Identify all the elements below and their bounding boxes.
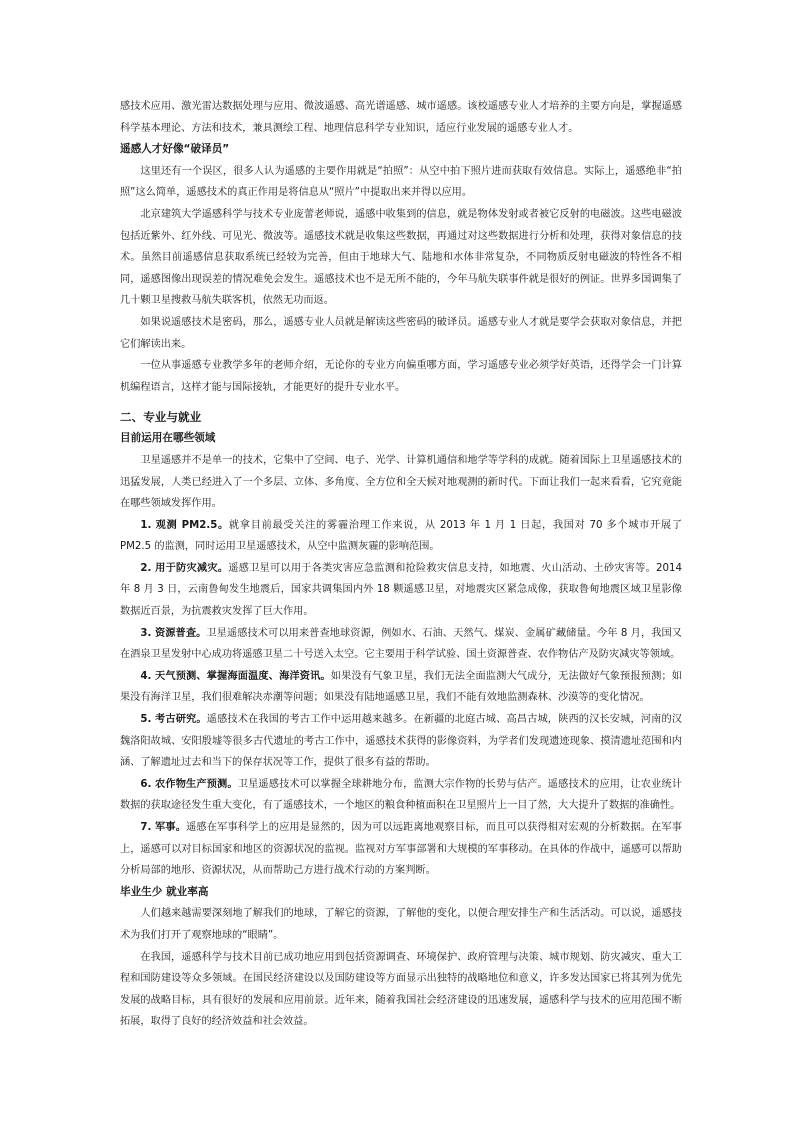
heading-fields: 目前运用在哪些领域 [120, 432, 216, 445]
paragraph-advice: 一位从事遥感专业教学多年的老师介绍，无论你的专业方向偏重哪方面，学习遥感专业必须学好英语，还得学会一门计算机编程语言，这样才能与国际接轨，才能更好的提升专业水平。 [120, 360, 682, 393]
item-text: 遥感在军事科学上的应用是显然的，因为可以远距离地观察目标，而且可以获得相对宏观的分析数据。在军事上，遥感可以对目标国家和地区的资源状况的监视。监视对方军事部署和大规模的军事移动。在具体的作战中，遥感可以帮助分析局部的地形、资源状况，从而帮助己方进行战术行动的方案判断。 [120, 822, 682, 877]
section-heading-major-employment: 二、专业与就业 [120, 410, 202, 425]
list-item [120, 709, 682, 774]
item-title: 3. 资源普查。 [140, 627, 207, 639]
list-item [120, 817, 682, 882]
list-item [120, 515, 682, 558]
list-item [120, 558, 682, 623]
item-title: 4. 天气预测、掌握海面温度、海洋资讯。 [140, 670, 331, 682]
list-item [120, 774, 682, 817]
paragraph-password: 如果说遥感技术是密码，那么，遥感专业人员就是解读这些密码的破译员。遥感专业人才就是要学会获取对象信息，并把它们解读出来。 [120, 316, 682, 350]
item-title: 7. 军事。 [140, 822, 187, 833]
item-text: 遥感卫星可以用于各类灾害应急监测和抢险救灾信息支持，如地震、火山活动、土砂灾害等。2014 年 8 月 3 日，云南鲁甸发生地震后，国家共调集国内外 18 颗遥感卫星，对地震灾区紧急成像，获取鲁甸地震区域卫星影像数据近百景，为抗震救灾发挥了巨大作用。 [120, 562, 682, 618]
article-body [120, 96, 682, 1033]
item-title: 6. 农作物生产预测。 [140, 778, 238, 790]
paragraph-eye: 人们越来越需要深刻地了解我们的地球，了解它的资源，了解他的变化，以便合理安排生产和生活活动。可以说，遥感技术为我们打开了观察地球的“眼睛”。 [120, 908, 682, 941]
item-text: 遥感技术在我国的考古工作中运用越来越多。在新疆的北庭古城、高昌古城，陕西的汉长安城，河南的汉魏洛阳故城、安阳殷墟等很多古代遗址的考古工作中，遥感技术获得的影像资料，为学者们发现遗迹现象、摸清遗址范围和内涵、了解遗址过去和当下的保存状况等工作，提供了很多有益的帮助。 [120, 714, 682, 769]
paragraph-china: 在我国，遥感科学与技术目前已成功地应用到包括资源调查、环境保护、政府管理与决策、城市规划、防灾减灾、重大工程和国防建设等众多领域。在国民经济建设以及国防建设等方面显示出独特的战略地位和意义，许多发达国家已将其列为优先发展的战略目标，具有很好的发展和应用前景。近年来，随着我国社会经济建设的迅速发展，遥感科学与技术的应用范围不断拓展，取得了良好的经济效益和社会效益。 [120, 951, 682, 1028]
heading-translator: 遥感人才好像“破译员” [120, 143, 230, 156]
item-text: 如果没有气象卫星，我们无法全面监测大气成分，无法做好气象预报预测；如果没有海洋卫星，我们很难解决赤潮等问题；如果没有陆地遥感卫星，我们不能有效地监测森林、沙漠等的变化情况。 [120, 670, 682, 704]
item-text: 就拿目前最受关注的雾霾治理工作来说，从 2013 年 1 月 1 日起，我国对 70 多个城市开展了 PM2.5 的监测，同时运用卫星遥感技术，从空中监测灰霾的影响范围。 [120, 519, 683, 553]
paragraph-teacher: 北京建筑大学遥感科学与技术专业庞蕾老师说，遥感中收集到的信息，就是物体发射或者被它反射的电磁波。这些电磁波包括近紫外、红外线、可见光、微波等。遥感技术就是收集这些数据，再通过对这些数据进行分析和处理，获得对象信息的技术。虽然目前遥感信息获取系统已经较为完善，但由于地球大气、陆地和水体非常复杂，不同物质反射电磁波的特性各不相同，遥感图像出现误差的情况难免会发生。遥感技术也不是无所不能的，今年马航失联事件就是很好的例证。世界多国调集了几十颗卫星搜救马航失联客机，依然无功而返。 [120, 208, 682, 307]
intro-paragraph: 感技术应用、激光雷达数据处理与应用、微波遥感、高光谱遥感、城市遥感。该校遥感专业人才培养的主要方向是，掌握遥感科学基本理论、方法和技术，兼具测绘工程、地理信息科学专业知识，适应行业发展的遥感专业人才。 [120, 101, 682, 134]
item-text: 卫星遥感技术可以掌握全球耕地分布，监测大宗作物的长势与估产。遥感技术的应用，让农业统计数据的获取途径发生重大变化，有了遥感技术，一个地区的粮食种植面积在卫星照片上一目了然，大大提升了数据的准确性。 [120, 778, 682, 812]
paragraph-misconception: 这里还有一个误区，很多人认为遥感的主要作用就是“拍照”：从空中拍下照片进而获取有效信息。实际上，遥感绝非“拍照”这么简单，遥感技术的真正作用是将信息从“照片”中提取出来并得以应用。 [120, 165, 682, 199]
item-title: 1. 观测 PM2.5。 [140, 519, 229, 531]
paragraph-fields-intro: 卫星遥感并不是单一的技术，它集中了空间、电子、光学、计算机通信和地学等学科的成就。随着国际上卫星遥感技术的迅猛发展，人类已经进入了一个多层、立体、多角度、全方位和全天候对地观测的新时代。下面让我们一起来看看，它究竟能在哪些领域发挥作用。 [120, 454, 682, 510]
item-title: 2. 用于防灾减灾。 [140, 562, 229, 574]
heading-employment: 毕业生少 就业率高 [120, 885, 209, 898]
item-text: 卫星遥感技术可以用来普查地球资源，例如水、石油、天然气、煤炭、金属矿藏储量。今年 8 月，我国又在酒泉卫星发射中心成功将遥感卫星二十号送入太空。它主要用于科学试验、国土资源普查、农作物估产及防灾减灾等领域。 [120, 627, 682, 661]
list-item [120, 623, 682, 666]
item-title: 5. 考古研究。 [140, 714, 207, 726]
list-item [120, 666, 682, 709]
